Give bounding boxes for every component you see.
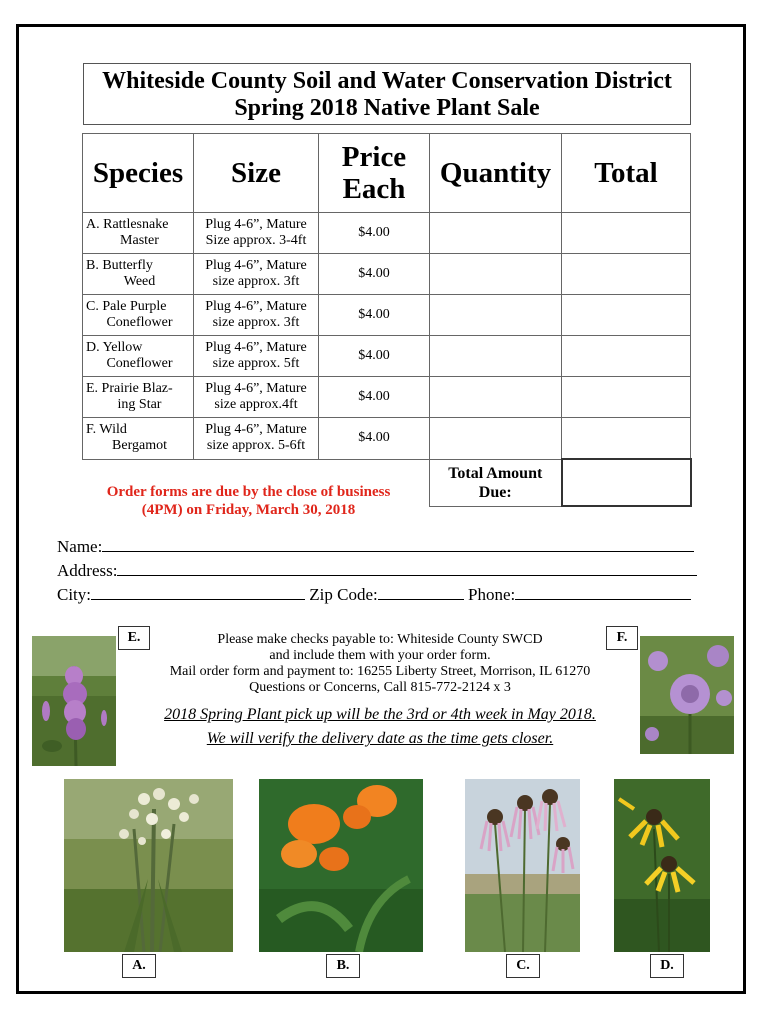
photo-butterfly-weed — [259, 779, 423, 952]
address-row — [57, 561, 697, 581]
species-cell: B. Butterfly Weed — [83, 254, 194, 295]
photo-label-d: D. — [650, 954, 684, 978]
phone-field[interactable] — [515, 585, 691, 600]
total-field[interactable] — [562, 418, 691, 460]
total-field[interactable] — [562, 295, 691, 336]
table-row — [83, 377, 691, 418]
name-label: Name: — [57, 537, 103, 556]
zip-field[interactable] — [378, 585, 464, 600]
photo-label-a: A. — [122, 954, 156, 978]
header-price: Price Each — [319, 134, 430, 213]
table-row — [83, 418, 691, 460]
quantity-field[interactable] — [430, 336, 562, 377]
phone-label: Phone: — [467, 585, 516, 604]
photo-label-f: F. — [606, 626, 638, 650]
species-cell: F. Wild Bergamot — [83, 418, 194, 460]
photo-prairie-blazing-star — [32, 636, 116, 766]
photo-pale-purple-coneflower — [465, 779, 580, 952]
address-label: Address: — [57, 561, 118, 580]
title-line-2: Spring 2018 Native Plant Sale — [234, 95, 540, 121]
header-total: Total — [562, 134, 691, 213]
price-cell: $4.00 — [319, 418, 430, 460]
table-row — [83, 336, 691, 377]
total-amount-field[interactable] — [562, 459, 691, 506]
header-quantity: Quantity — [430, 134, 562, 213]
total-field[interactable] — [562, 377, 691, 418]
address-field[interactable] — [117, 561, 697, 576]
photo-wild-bergamot — [640, 636, 734, 754]
order-table — [82, 133, 692, 507]
photo-label-b: B. — [326, 954, 360, 978]
table-header-row — [83, 134, 691, 213]
total-field[interactable] — [562, 336, 691, 377]
size-cell: Plug 4-6”, Mature Size approx. 3-4ft — [194, 213, 319, 254]
photo-label-c: C. — [506, 954, 540, 978]
species-cell: E. Prairie Blaz- ing Star — [83, 377, 194, 418]
header-species: Species — [83, 134, 194, 213]
total-field[interactable] — [562, 254, 691, 295]
size-cell: Plug 4-6”, Mature size approx. 5ft — [194, 336, 319, 377]
quantity-field[interactable] — [430, 213, 562, 254]
city-field[interactable] — [91, 585, 305, 600]
quantity-field[interactable] — [430, 377, 562, 418]
quantity-field[interactable] — [430, 295, 562, 336]
quantity-field[interactable] — [430, 418, 562, 460]
table-row — [83, 295, 691, 336]
total-amount-label: Total Amount Due: — [430, 459, 562, 506]
price-cell: $4.00 — [319, 295, 430, 336]
price-cell: $4.00 — [319, 336, 430, 377]
total-field[interactable] — [562, 213, 691, 254]
price-cell: $4.00 — [319, 213, 430, 254]
species-cell: C. Pale Purple Coneflower — [83, 295, 194, 336]
size-cell: Plug 4-6”, Mature size approx. 3ft — [194, 295, 319, 336]
price-cell: $4.00 — [319, 377, 430, 418]
page-title — [83, 63, 691, 125]
photo-rattlesnake-master — [64, 779, 233, 952]
pickup-notice: 2018 Spring Plant pick up will be the 3rd or 4th week in May 2018. We will verify the delivery date as the time gets closer. — [164, 706, 596, 747]
species-cell: D. Yellow Coneflower — [83, 336, 194, 377]
size-cell: Plug 4-6”, Mature size approx.4ft — [194, 377, 319, 418]
name-field[interactable] — [102, 537, 694, 552]
size-cell: Plug 4-6”, Mature size approx. 5-6ft — [194, 418, 319, 460]
size-cell: Plug 4-6”, Mature size approx. 3ft — [194, 254, 319, 295]
due-date-notice: Order forms are due by the close of business (4PM) on Friday, March 30, 2018 — [106, 484, 391, 518]
species-cell: A. Rattlesnake Master — [83, 213, 194, 254]
quantity-field[interactable] — [430, 254, 562, 295]
photo-yellow-coneflower — [614, 779, 710, 952]
title-line-1: Whiteside County Soil and Water Conservation District — [102, 68, 672, 94]
city-row — [57, 585, 691, 605]
city-label: City: — [57, 585, 92, 604]
header-size: Size — [194, 134, 319, 213]
table-row — [83, 254, 691, 295]
payment-info: Please make checks payable to: Whiteside County SWCD and include them with your order form. Mail order form and payment to: 16255 Liberty Street, Morrison, IL 61270 Questions or Concerns, Call 815-772-2124 x 3 — [169, 632, 591, 695]
price-cell: $4.00 — [319, 254, 430, 295]
photo-label-e: E. — [118, 626, 150, 650]
name-row — [57, 537, 694, 557]
table-row — [83, 213, 691, 254]
zip-label: Zip Code: — [309, 585, 378, 604]
